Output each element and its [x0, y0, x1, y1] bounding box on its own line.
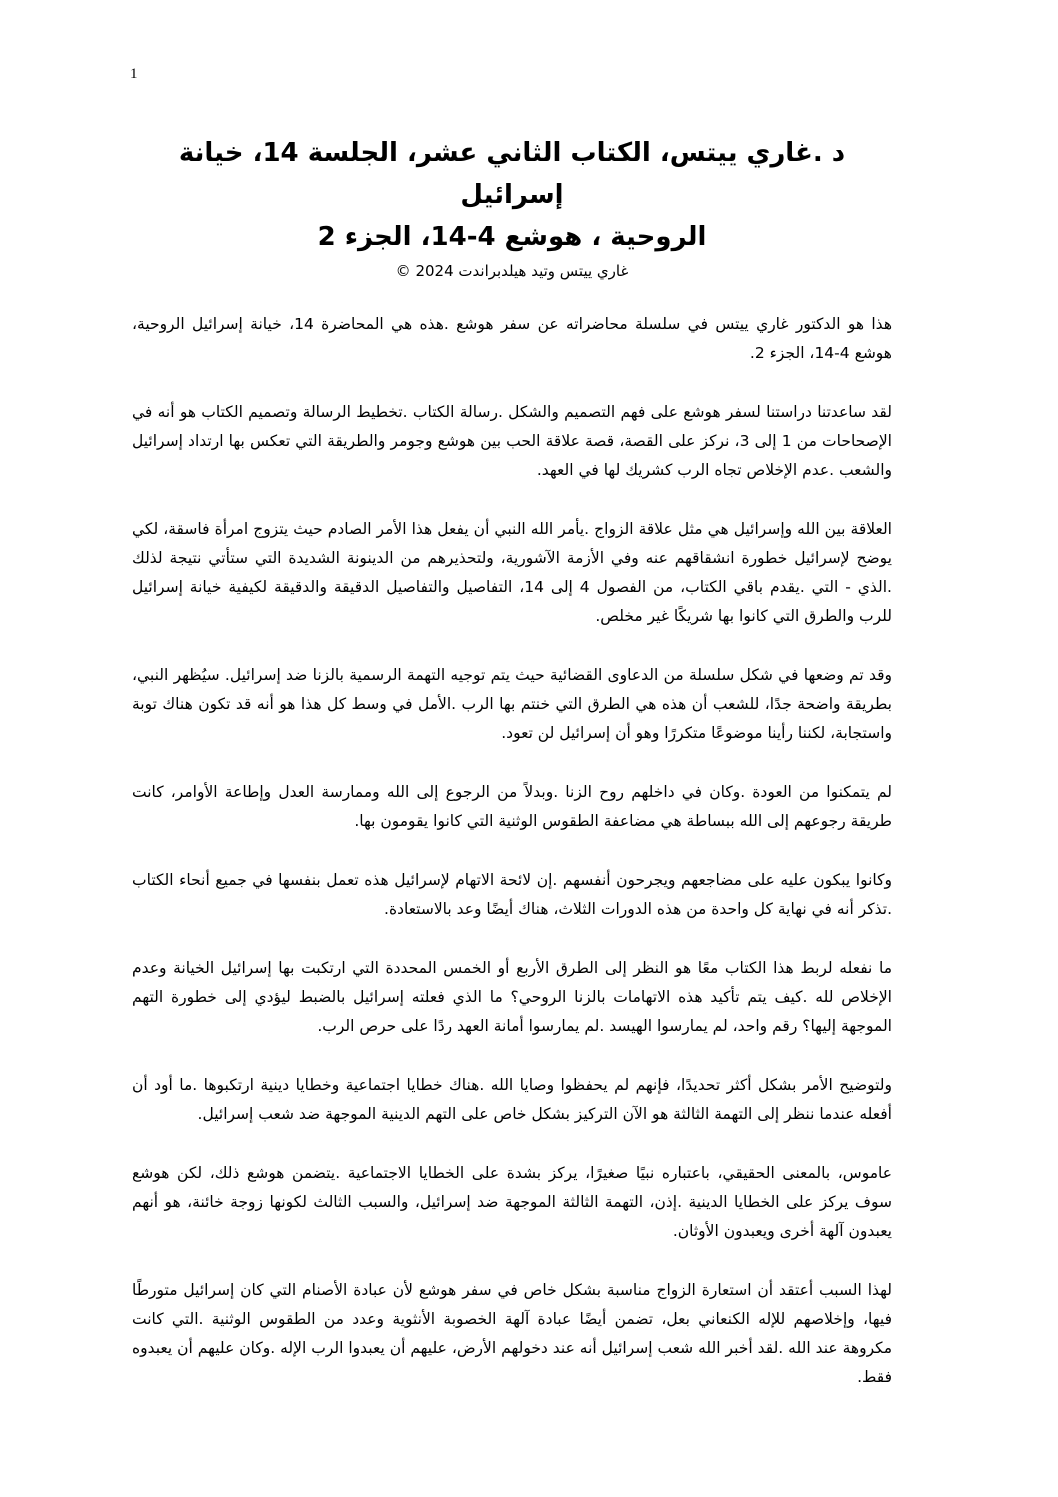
lecture-text — [132, 310, 892, 1392]
paragraph: لقد ساعدتنا دراستنا لسفر هوشع على فهم التصميم والشكل .رسالة الكتاب .تخطيط الرسالة وتصميم الكتاب هو أنه في الإصحاحات من 1 إلى 3، نركز على القصة، قصة علاقة الحب بين هوشع وجومر والطريقة التي تعكس بها ارتداد إسرائيل والشعب .عدم الإخلاص تجاه الرب كشريك لها في العهد. — [132, 403, 892, 479]
paragraph: هذا هو الدكتور غاري ييتس في سلسلة محاضراته عن سفر هوشع .هذه هي المحاضرة 14، خيانة إسرائيل الروحية، هوشع 4-14، الجزء 2. — [132, 315, 892, 362]
page-number: 1 — [130, 66, 138, 82]
paragraph: وكانوا يبكون عليه على مضاجعهم ويجرحون أنفسهم .إن لائحة الاتهام لإسرائيل هذه تعمل بنفسها في جميع أنحاء الكتاب .تذكر أنه في نهاية كل واحدة من هذه الدورات الثلاث، هناك أيضًا وعد بالاستعادة. — [132, 871, 892, 918]
paragraph: لم يتمكنوا من العودة .وكان في داخلهم روح الزنا .وبدلاً من الرجوع إلى الله وممارسة العدل وإطاعة الأوامر، كانت طريقة رجوعهم إلى الله ببساطة هي مضاعفة الطقوس الوثنية التي كانوا يقومون بها. — [132, 783, 892, 830]
title-line-2: الروحية ، هوشع 4-14، الجزء 2 — [317, 222, 707, 252]
paragraph: لهذا السبب أعتقد أن استعارة الزواج مناسبة بشكل خاص في سفر هوشع لأن عبادة الأصنام التي كان إسرائيل متورطًا فيها، وإخلاصهم للإله الكنعاني بعل، تضمن أيضًا عبادة آلهة الخصوبة الأنثوية وعدد من الطقوس الوثنية .التي كانت مكروهة عند الله .لقد أخبر الله شعب إسرائيل أنه عند دخولهم الأرض، عليهم أن يعبدوا الرب الإله .وكان عليهم أن يعبدوه فقط. — [132, 1281, 892, 1386]
paragraph: العلاقة بين الله وإسرائيل هي مثل علاقة الزواج .يأمر الله النبي أن يفعل هذا الأمر الصادم حيث يتزوج امرأة فاسقة، لكي يوضح لإسرائيل خطورة انشقاقهم عنه وفي الأزمة الآشورية، ولتحذيرهم من الدينونة الشديدة التي ستأتي نتيجة لذلك .الذي - التي .يقدم باقي الكتاب، من الفصول 4 إلى 14، التفاصيل والتفاصيل الدقيقة والدقيقة لكيفية خيانة إسرائيل للرب والطرق التي كانوا بها شريكًا غير مخلص. — [132, 520, 892, 625]
paragraph: وقد تم وضعها في شكل سلسلة من الدعاوى القضائية حيث يتم توجيه التهمة الرسمية بالزنا ضد إسرائيل. سيُظهر النبي، بطريقة واضحة جدًا، للشعب أن هذه هي الطرق التي خنتم بها الرب .الأمل في وسط كل هذا هو أنه قد تكون هناك توبة واستجابة، لكننا رأينا موضوعًا متكررًا وهو أن إسرائيل لن تعود. — [132, 666, 892, 742]
document-title — [132, 132, 892, 258]
paragraph: ما نفعله لربط هذا الكتاب معًا هو النظر إلى الطرق الأربع أو الخمس المحددة التي ارتكبت بها إسرائيل الخيانة وعدم الإخلاص لله .كيف يتم تأكيد هذه الاتهامات بالزنا الروحي؟ ما الذي فعلته إسرائيل بالضبط ليؤدي إلى خطورة التهم الموجهة إليها؟ رقم واحد، لم يمارسوا الهيسد .لم يمارسوا أمانة العهد ردًا على حرص الرب. — [132, 959, 892, 1035]
title-line-1: د .غاري ييتس، الكتاب الثاني عشر، الجلسة 14، خيانة إسرائيل — [178, 138, 846, 210]
paragraph: عاموس، بالمعنى الحقيقي، باعتباره نبيًا صغيرًا، يركز بشدة على الخطايا الاجتماعية .يتضمن هوشع ذلك، لكن هوشع سوف يركز على الخطايا الدينية .إذن، التهمة الثالثة الموجهة ضد إسرائيل، والسبب الثالث لكونها زوجة خائنة، هو أنهم يعبدون آلهة أخرى ويعبدون الأوثان. — [132, 1164, 892, 1240]
copyright-line: غاري ييتس وتيد هيلدبراندت 2024 © — [395, 262, 629, 280]
paragraph: ولتوضيح الأمر بشكل أكثر تحديدًا، فإنهم لم يحفظوا وصايا الله .هناك خطايا اجتماعية وخطايا دينية ارتكبوها .ما أود أن أفعله عندما ننظر إلى التهمة الثالثة هو الآن التركيز بشكل خاص على التهم الدينية الموجهة ضد شعب إسرائيل. — [132, 1076, 892, 1123]
document-body — [132, 132, 892, 1422]
